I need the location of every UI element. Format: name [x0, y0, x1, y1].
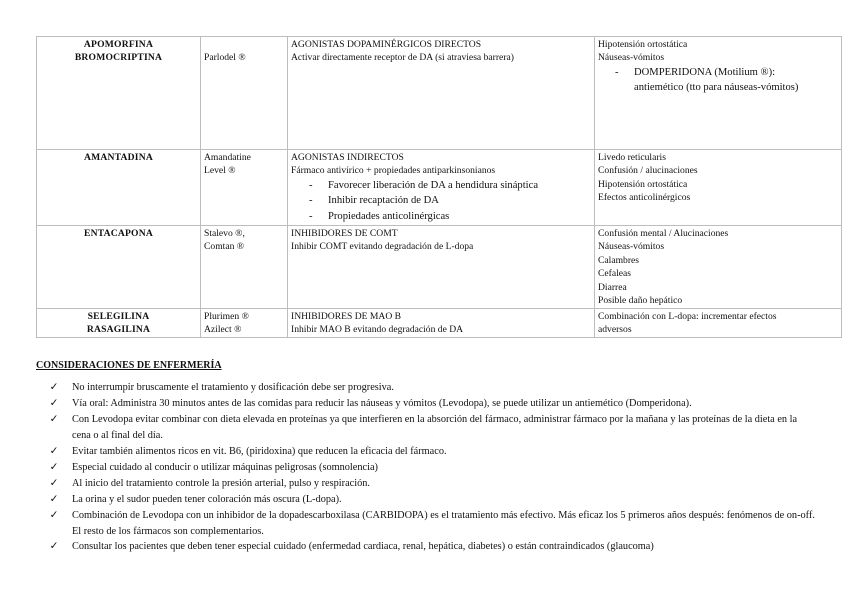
mechanism-cell	[288, 226, 595, 309]
list-item-text: La orina y el sudor pueden tener coloración más oscura (L-dopa).	[72, 493, 342, 505]
mechanism-title: AGONISTAS DOPAMINÉRGICOS DIRECTOS	[291, 39, 482, 50]
list-item	[36, 444, 816, 460]
mechanism-cell	[288, 150, 595, 226]
brand-cell	[201, 150, 288, 226]
mechanism-cell	[288, 309, 595, 338]
brand-name: Plurimen ®	[204, 311, 249, 322]
brand-cell	[201, 37, 288, 150]
list-item	[36, 460, 816, 476]
check-icon: ✓	[49, 446, 59, 458]
drug-name: APOMORFINA	[83, 39, 154, 50]
list-item	[36, 539, 816, 555]
effect-item: Hipotensión ortostática	[598, 39, 688, 50]
check-icon: ✓	[49, 414, 59, 426]
drug-name-cell	[37, 37, 201, 150]
brand-name: Azilect ®	[204, 324, 242, 336]
effect-item: Confusión mental / Alucinaciones	[598, 228, 729, 239]
brand-name	[204, 38, 284, 51]
effects-cell	[595, 37, 842, 150]
table-row	[37, 37, 842, 150]
mechanism-sub-text: Propiedades anticolinérgicas	[328, 210, 450, 222]
mechanism-title: INHIBIDORES DE MAO B	[291, 311, 402, 322]
effect-item: Livedo reticularis	[598, 152, 666, 163]
table-row	[37, 150, 842, 226]
list-item	[36, 412, 816, 444]
mechanism-sub-text: Inhibir recaptación de DA	[328, 195, 439, 207]
brand-name: Amandatine	[204, 152, 251, 163]
effect-sub-item	[598, 65, 838, 96]
list-item	[36, 396, 816, 412]
list-item-text: Especial cuidado al conducir o utilizar máquinas peligrosas (somnolencia)	[72, 461, 378, 473]
list-item-text: Vía oral: Administra 30 minutos antes de las comidas para reducir las náuseas y vómitos (Levodopa), se puede utilizar un antiemético (Domperidona).	[72, 398, 692, 410]
effect-item: adversos	[598, 324, 632, 336]
brand-cell	[201, 309, 288, 338]
effects-cell	[595, 150, 842, 226]
dash-bullet: -	[309, 210, 313, 222]
effect-item: Náuseas-vómitos	[598, 52, 665, 64]
check-icon: ✓	[49, 382, 59, 394]
effects-cell	[595, 309, 842, 338]
considerations-list	[36, 380, 816, 555]
dash-bullet: -	[309, 195, 313, 207]
effect-sub-text: antiemético (tto para náuseas-vómitos)	[634, 82, 799, 94]
effect-item: Confusión / alucinaciones	[598, 165, 698, 177]
brand-name: Level ®	[204, 165, 236, 177]
drug-name: BROMOCRIPTINA	[74, 52, 163, 64]
brand-cell	[201, 226, 288, 309]
effect-item: Efectos anticolinérgicos	[598, 192, 691, 204]
nursing-considerations	[36, 359, 816, 555]
drug-name: RASAGILINA	[86, 324, 151, 336]
list-item-text: Consultar los pacientes que deben tener especial cuidado (enfermedad cardiaca, renal, hepática, diabetes) o están contraindicados (glaucoma)	[72, 541, 654, 553]
drug-name: SELEGILINA	[87, 311, 150, 322]
brand-name: Stalevo ®,	[204, 228, 245, 239]
effect-item: Cefaleas	[598, 268, 632, 280]
mechanism-sub-item	[291, 178, 591, 194]
brand-name: Comtan ®	[204, 241, 245, 253]
table-row	[37, 226, 842, 309]
check-icon: ✓	[49, 477, 59, 489]
check-icon: ✓	[49, 541, 59, 553]
list-item-text: Con Levodopa evitar combinar con dieta elevada en proteínas ya que interfieren en la absorción del fármaco, administrar fármaco por la mañana y las proteínas de la dieta en la cena o al final del día.	[72, 414, 798, 442]
dash-bullet: -	[309, 179, 313, 191]
mechanism-sub-item	[291, 209, 591, 225]
dash-bullet: -	[615, 66, 619, 78]
effect-item: Calambres	[598, 254, 640, 266]
mechanism-text: Fármaco antivírico + propiedades antiparkinsonianos	[291, 165, 496, 177]
mechanism-sub-item	[291, 193, 591, 209]
mechanism-text: Inhibir MAO B evitando degradación de DA	[291, 324, 464, 336]
check-icon: ✓	[49, 493, 59, 505]
effect-item: Posible daño hepático	[598, 295, 683, 307]
effects-cell	[595, 226, 842, 309]
list-item-text: Al inicio del tratamiento controle la presión arterial, pulso y respiración.	[72, 477, 370, 489]
list-item-text: Combinación de Levodopa con un inhibidor de la dopadescarboxilasa (CARBIDOPA) es el tratamiento más efectivo. Más eficaz los 5 primeros años después: fenómenos de on-off. El resto de los fármacos son complementarios.	[72, 509, 815, 537]
effect-sub-text: DOMPERIDONA (Motilium ®):	[634, 66, 776, 78]
drug-name-cell	[37, 150, 201, 226]
effect-item: Náuseas-vómitos	[598, 241, 665, 253]
mechanism-cell	[288, 37, 595, 150]
drug-table	[36, 36, 842, 338]
list-item	[36, 492, 816, 508]
check-icon: ✓	[49, 461, 59, 473]
drug-name: ENTACAPONA	[84, 228, 153, 239]
list-item-text: No interrumpir bruscamente el tratamiento y dosificación debe ser progresiva.	[72, 382, 394, 394]
drug-name: AMANTADINA	[84, 152, 153, 163]
brand-name: Parlodel ®	[204, 52, 246, 64]
check-icon: ✓	[49, 509, 59, 521]
list-item	[36, 508, 816, 540]
mechanism-title: INHIBIDORES DE COMT	[291, 228, 398, 239]
mechanism-text: Activar directamente receptor de DA (si atraviesa barrera)	[291, 52, 514, 64]
effect-item: Combinación con L-dopa: incrementar efectos	[598, 311, 777, 322]
list-item	[36, 476, 816, 492]
table-row	[37, 309, 842, 338]
mechanism-sub-text: Favorecer liberación de DA a hendidura sináptica	[328, 179, 539, 191]
mechanism-title: AGONISTAS INDIRECTOS	[291, 152, 404, 163]
effect-item: Hipotensión ortostática	[598, 178, 688, 190]
mechanism-text: Inhibir COMT evitando degradación de L-dopa	[291, 241, 474, 253]
effect-item: Diarrea	[598, 281, 627, 293]
drug-name-cell	[37, 226, 201, 309]
list-item	[36, 380, 816, 396]
drug-name-cell	[37, 309, 201, 338]
list-item-text: Evitar también alimentos ricos en vit. B6, (piridoxina) que reducen la eficacia del fármaco.	[72, 446, 447, 458]
section-heading: CONSIDERACIONES DE ENFERMERÍA	[36, 360, 222, 371]
check-icon: ✓	[49, 398, 59, 410]
